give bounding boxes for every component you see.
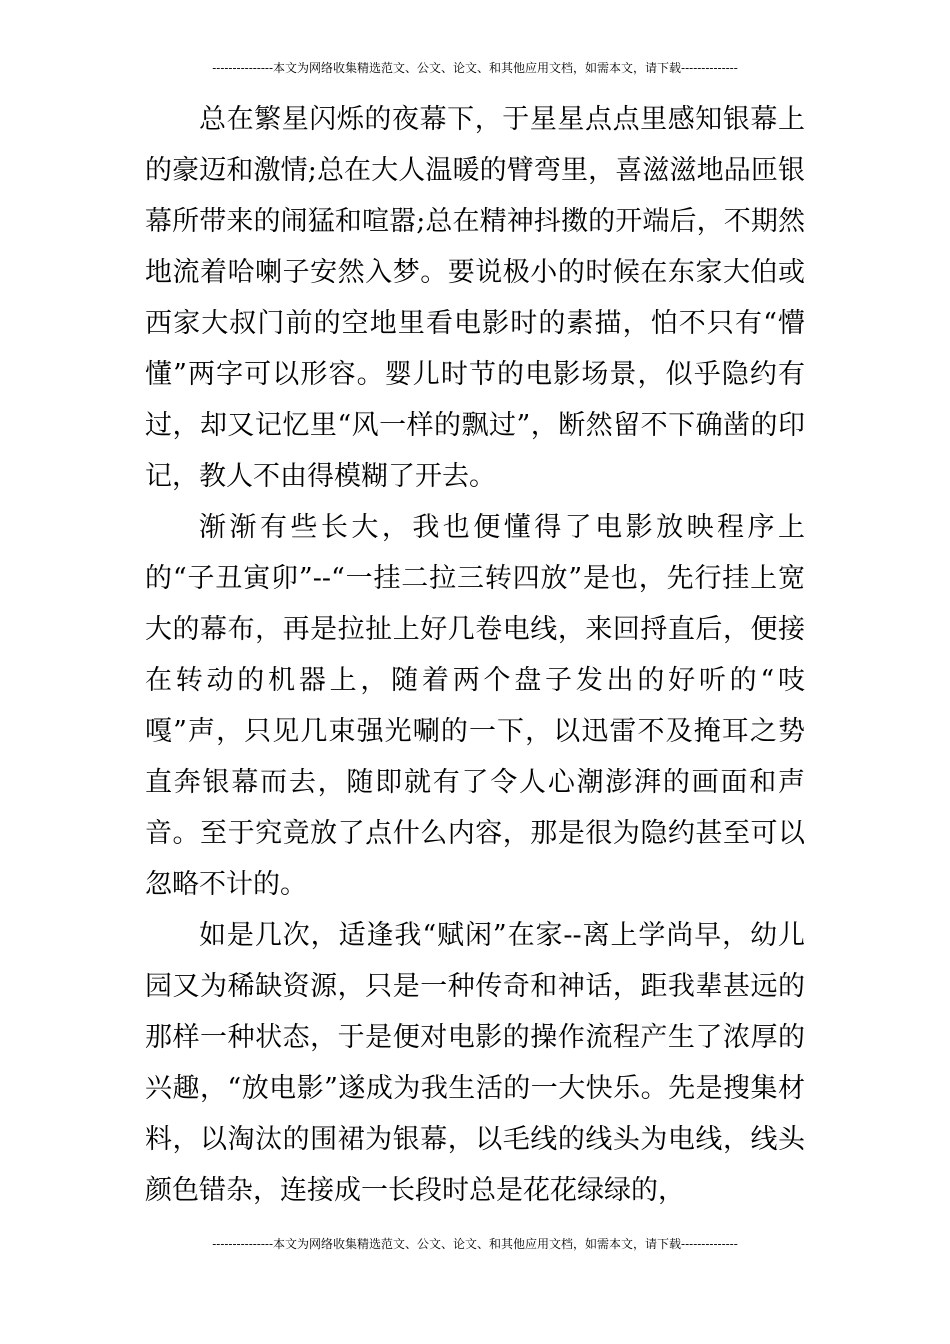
document-body [145,94,805,1216]
page-header: ---------------本文为网络收集精选范文、公文、论文、和其他应用文档，如需本文，请下载-------------- [212,61,738,75]
paragraph-3: 如是几次，适逢我“赋闲”在家--离上学尚早，幼儿园又为稀缺资源，只是一种传奇和神话，距我辈甚远的那样一种状态，于是便对电影的操作流程产生了浓厚的兴趣，“放电影”遂成为我生活的一大快乐。先是搜集材料，以淘汰的围裙为银幕，以毛线的线头为电线，线头颜色错杂，连接成一长段时总是花花绿绿的， [145,920,805,1206]
paragraph-1: 总在繁星闪烁的夜幕下，于星星点点里感知银幕上的豪迈和激情;总在大人温暖的臂弯里，喜滋滋地品匝银幕所带来的闹猛和喧嚣;总在精神抖擞的开端后，不期然地流着哈喇子安然入梦。要说极小的时候在东家大伯或西家大叔门前的空地里看电影时的素描，怕不只有“懵懂”两字可以形容。婴儿时节的电影场景，似乎隐约有过，却又记忆里“风一样的飘过”，断然留不下确凿的印记，教人不由得模糊了开去。 [145,104,805,492]
page-footer: ---------------本文为网络收集精选范文、公文、论文、和其他应用文档，如需本文，请下载-------------- [212,1237,738,1251]
paragraph-2: 渐渐有些长大，我也便懂得了电影放映程序上的“子丑寅卯”--“一挂二拉三转四放”是也，先行挂上宽大的幕布，再是拉扯上好几卷电线，来回捋直后，便接在转动的机器上，随着两个盘子发出的好听的“吱嘎”声，只见几束强光唰的一下，以迅雷不及掩耳之势直奔银幕而去，随即就有了令人心潮澎湃的画面和声音。至于究竟放了点什么内容，那是很为隐约甚至可以忽略不计的。 [145,512,805,900]
